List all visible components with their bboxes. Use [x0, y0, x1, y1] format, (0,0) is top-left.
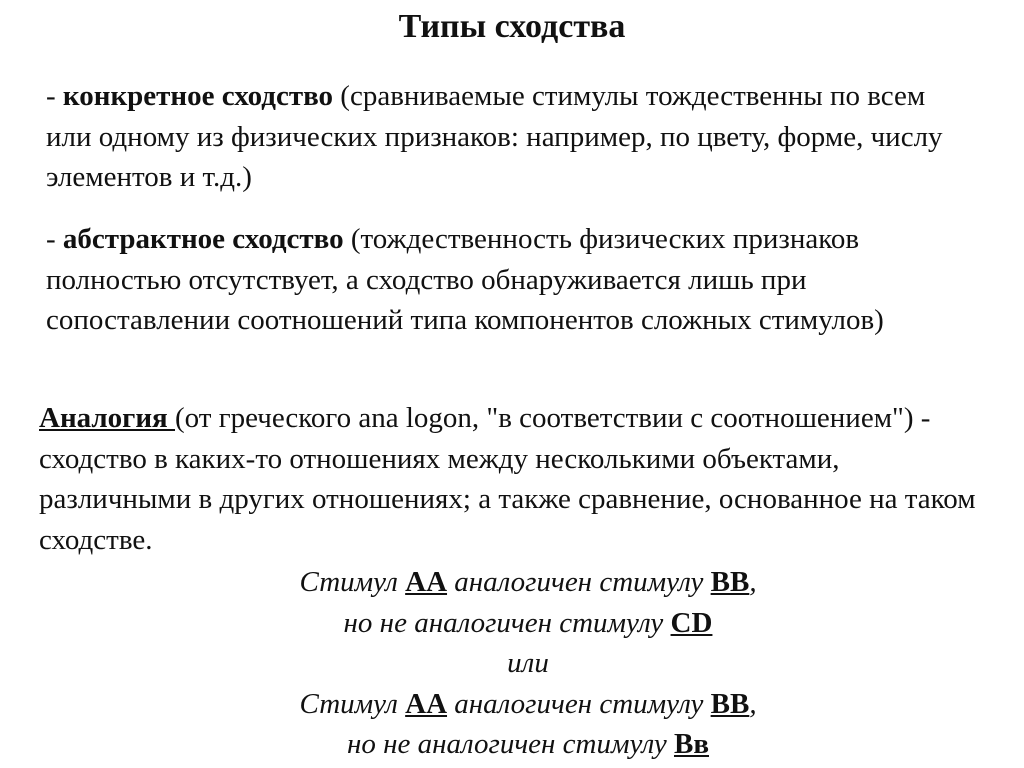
- stimulus-label: Вв: [673, 728, 709, 760]
- stimulus-label: CD: [670, 606, 713, 639]
- example-line-4: [0, 724, 1024, 765]
- concrete-term: конкретное сходство: [62, 80, 334, 112]
- analogy-term: Аналогия: [39, 402, 175, 434]
- example-text: Стимул: [299, 687, 406, 720]
- example-text: ,: [749, 687, 757, 720]
- concrete-description: (сравниваемые стимулы тождественны по всем или одному из физических признаков: например, по цвету, форме, числу элементов и т.д.): [46, 80, 943, 193]
- abstract-similarity-paragraph: [46, 219, 976, 341]
- example-text: аналогичен стимулу: [447, 566, 711, 598]
- concrete-dash: -: [46, 80, 63, 112]
- example-or: или: [507, 647, 549, 679]
- example-text: но не аналогичен стимулу: [343, 606, 671, 639]
- example-line-2: [0, 603, 1024, 644]
- page-title: Типы сходства: [398, 8, 626, 45]
- example-text: ,: [749, 566, 757, 598]
- stimulus-label: ВВ: [710, 687, 750, 720]
- example-text: аналогичен стимулу: [447, 687, 711, 720]
- analogy-description: (от греческого ana logon, "в соответствии с соотношением") - сходство в каких-то отношениях между несколькими объектами, различными в других отношениях; а также сравнение, основанное на таком сходстве.: [39, 402, 976, 556]
- example-line-1: [0, 562, 1024, 603]
- example-text: Стимул: [299, 566, 406, 598]
- concrete-similarity-paragraph: [46, 76, 976, 198]
- analogy-definition: [39, 398, 999, 560]
- stimulus-label: АА: [405, 687, 448, 720]
- example-text: но не аналогичен стимулу: [346, 728, 674, 760]
- abstract-dash: -: [46, 223, 63, 255]
- analogy-examples: [0, 562, 1024, 765]
- abstract-term: абстрактное сходство: [62, 223, 344, 255]
- example-line-3: [0, 684, 1024, 725]
- stimulus-label: АА: [405, 566, 448, 598]
- abstract-description: (тождественность физических признаков полностью отсутствует, а сходство обнаруживается лишь при сопоставлении соотношений типа компонентов сложных стимулов): [46, 223, 884, 336]
- stimulus-label: ВВ: [710, 566, 750, 598]
